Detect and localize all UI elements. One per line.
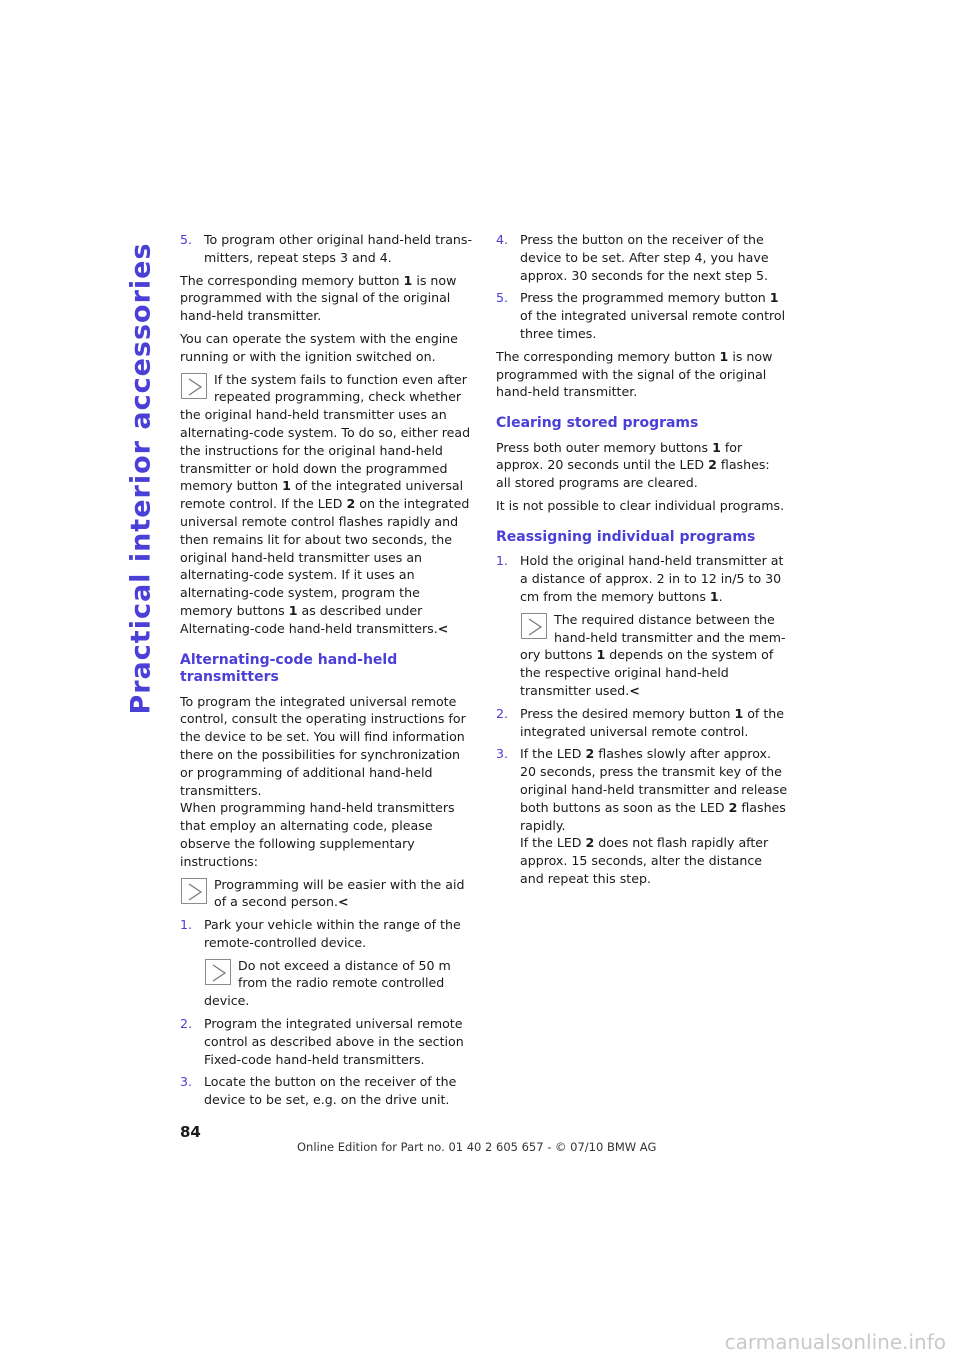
ref-number: 1 bbox=[709, 588, 719, 604]
paragraph bbox=[496, 348, 788, 401]
step-number: 3. bbox=[180, 1074, 193, 1090]
paragraph: To program the integrated universal remote control, consult the operating instructions for the device to be set. You will find information there on the possibilities for synchronization or programming of additional hand-held transmitters. bbox=[180, 693, 466, 798]
text: If the system fails to function even after repeated programming, check whether the original hand-held transmitter uses an alternating-code system. To do so, either read the instructions for the original hand-held transmitter or hold down the programmed memory button bbox=[180, 371, 471, 494]
section-heading: Alternating-code hand-held transmitters bbox=[180, 651, 398, 686]
text: Press both outer memory buttons bbox=[496, 439, 713, 455]
note-block bbox=[180, 371, 476, 638]
step-number: 2. bbox=[496, 705, 509, 721]
text: Do not exceed a distance of 50 m from the radio remote controlled device. bbox=[204, 957, 451, 1009]
text: The corresponding memory button bbox=[180, 272, 404, 288]
note-arrow-icon bbox=[181, 373, 207, 399]
ref-number: 1 bbox=[769, 290, 779, 306]
list-item bbox=[496, 231, 788, 284]
paragraph bbox=[496, 439, 788, 492]
note-block bbox=[520, 611, 788, 700]
section-title-tab bbox=[124, 228, 158, 728]
text: The required distance between the hand-held transmitter and the memory buttons bbox=[520, 611, 786, 663]
text: flashes rapidly. bbox=[520, 799, 786, 833]
list-item bbox=[180, 231, 476, 267]
note-block bbox=[180, 876, 476, 912]
text: If the LED bbox=[520, 746, 586, 762]
text: Press the programmed memory button bbox=[520, 290, 770, 306]
text: of the integrated universal remote control. If the LED bbox=[180, 478, 464, 512]
step-number: 5. bbox=[180, 232, 193, 247]
text: . bbox=[718, 588, 723, 604]
end-mark: < bbox=[437, 620, 449, 636]
text: depends on the system of the respective original hand-held transmitter used. bbox=[520, 647, 774, 698]
text: of the integrated universal remote control. bbox=[520, 705, 785, 739]
list-item bbox=[180, 1073, 476, 1109]
list-item bbox=[180, 1015, 476, 1068]
ref-number: 1 bbox=[282, 478, 291, 494]
list-item bbox=[496, 289, 788, 342]
list-item bbox=[496, 745, 788, 887]
paragraph: You can operate the system with the engine running or with the ignition switched on. bbox=[180, 330, 458, 364]
ref-number: 1 bbox=[712, 439, 721, 455]
step-text: Locate the button on the receiver of the device to be set, e.g. on the drive unit. bbox=[204, 1074, 457, 1108]
ref-number: 2 bbox=[708, 457, 717, 473]
section-heading: Reassigning individual programs bbox=[496, 528, 756, 545]
list-item bbox=[180, 916, 476, 952]
text: is now programmed with the signal of the original hand-held transmitter. bbox=[180, 272, 457, 324]
step-text: Program the integrated universal remote control as described above in the section Fixed-code hand-held transmitters. bbox=[204, 1016, 464, 1067]
ref-number: 1 bbox=[596, 647, 606, 663]
left-column bbox=[180, 231, 476, 1114]
note-arrow-icon bbox=[205, 959, 231, 985]
section-title: Practical interior accessories bbox=[125, 241, 157, 715]
note-block bbox=[204, 957, 476, 1010]
step-text: To program other original hand-held transmitters, repeat steps 3 and 4. bbox=[204, 232, 473, 265]
ref-number: 1 bbox=[288, 602, 298, 618]
footer-text: Online Edition for Part no. 01 40 2 605 657 - © 07/10 BMW AG bbox=[297, 1140, 657, 1154]
step-number: 1. bbox=[180, 917, 193, 933]
text: flashes: all stored programs are cleared. bbox=[496, 457, 770, 491]
text: If the LED bbox=[520, 835, 586, 851]
list-item bbox=[496, 552, 788, 605]
step-number: 3. bbox=[496, 746, 509, 762]
ref-number: 2 bbox=[728, 799, 738, 815]
text: of the integrated universal remote control three times. bbox=[520, 308, 786, 341]
ref-number: 2 bbox=[585, 835, 595, 851]
list-item bbox=[496, 705, 788, 741]
step-text: Press the button on the receiver of the device to be set. After step 4, you have approx. 30 seconds for the next step 5. bbox=[520, 232, 769, 283]
step-number: 5. bbox=[496, 290, 509, 306]
text: is now programmed with the signal of the original hand-held transmitter. bbox=[496, 348, 773, 400]
note-arrow-icon bbox=[521, 613, 547, 639]
note-arrow-icon bbox=[181, 878, 207, 904]
text: does not flash rapidly after approx. 15 seconds, alter the distance and repeat this step. bbox=[520, 835, 769, 886]
paragraph bbox=[180, 272, 476, 325]
ref-number: 2 bbox=[346, 496, 356, 512]
watermark: carmanualsonline.info bbox=[724, 1330, 946, 1354]
text: Programming will be easier with the aid of a second person. bbox=[214, 876, 465, 910]
text: as described under Alternating-code hand-held transmitters. bbox=[180, 602, 438, 636]
right-column bbox=[496, 231, 788, 893]
step-number: 2. bbox=[180, 1016, 193, 1032]
ref-number: 2 bbox=[585, 746, 595, 762]
ref-number: 1 bbox=[734, 705, 744, 721]
end-mark: < bbox=[629, 682, 640, 698]
step-text: Park your vehicle within the range of the remote-controlled device. bbox=[204, 917, 461, 950]
section-heading: Clearing stored programs bbox=[496, 415, 699, 432]
page-number: 84 bbox=[180, 1123, 201, 1141]
ref-number: 1 bbox=[719, 348, 729, 364]
text: Hold the original hand-held transmitter at a distance of approx. 2 in to 12 in/5 to 30 cm from the memory buttons bbox=[520, 553, 784, 604]
ref-number: 1 bbox=[403, 272, 413, 288]
step-number: 4. bbox=[496, 232, 509, 247]
text: on the integrated universal remote control flashes rapidly and then remains lit for about two seconds, the original hand-held transmitter uses an alternating-code system. If it uses an alternating-code system, program the memory buttons bbox=[180, 496, 470, 618]
text: The corresponding memory button bbox=[496, 348, 720, 364]
paragraph: When programming hand-held transmitters that employ an alternating code, please observe the following supplementary instructions: bbox=[180, 800, 455, 869]
text: for approx. 20 seconds until the LED bbox=[496, 439, 743, 473]
text: Press the desired memory button bbox=[520, 705, 735, 721]
end-mark: < bbox=[337, 894, 349, 910]
step-number: 1. bbox=[496, 553, 509, 569]
text: flashes slowly after approx. 20 seconds, press the transmit key of the original hand-held transmitter and release both buttons as soon as the LED bbox=[520, 746, 788, 815]
paragraph: It is not possible to clear individual programs. bbox=[496, 498, 785, 514]
